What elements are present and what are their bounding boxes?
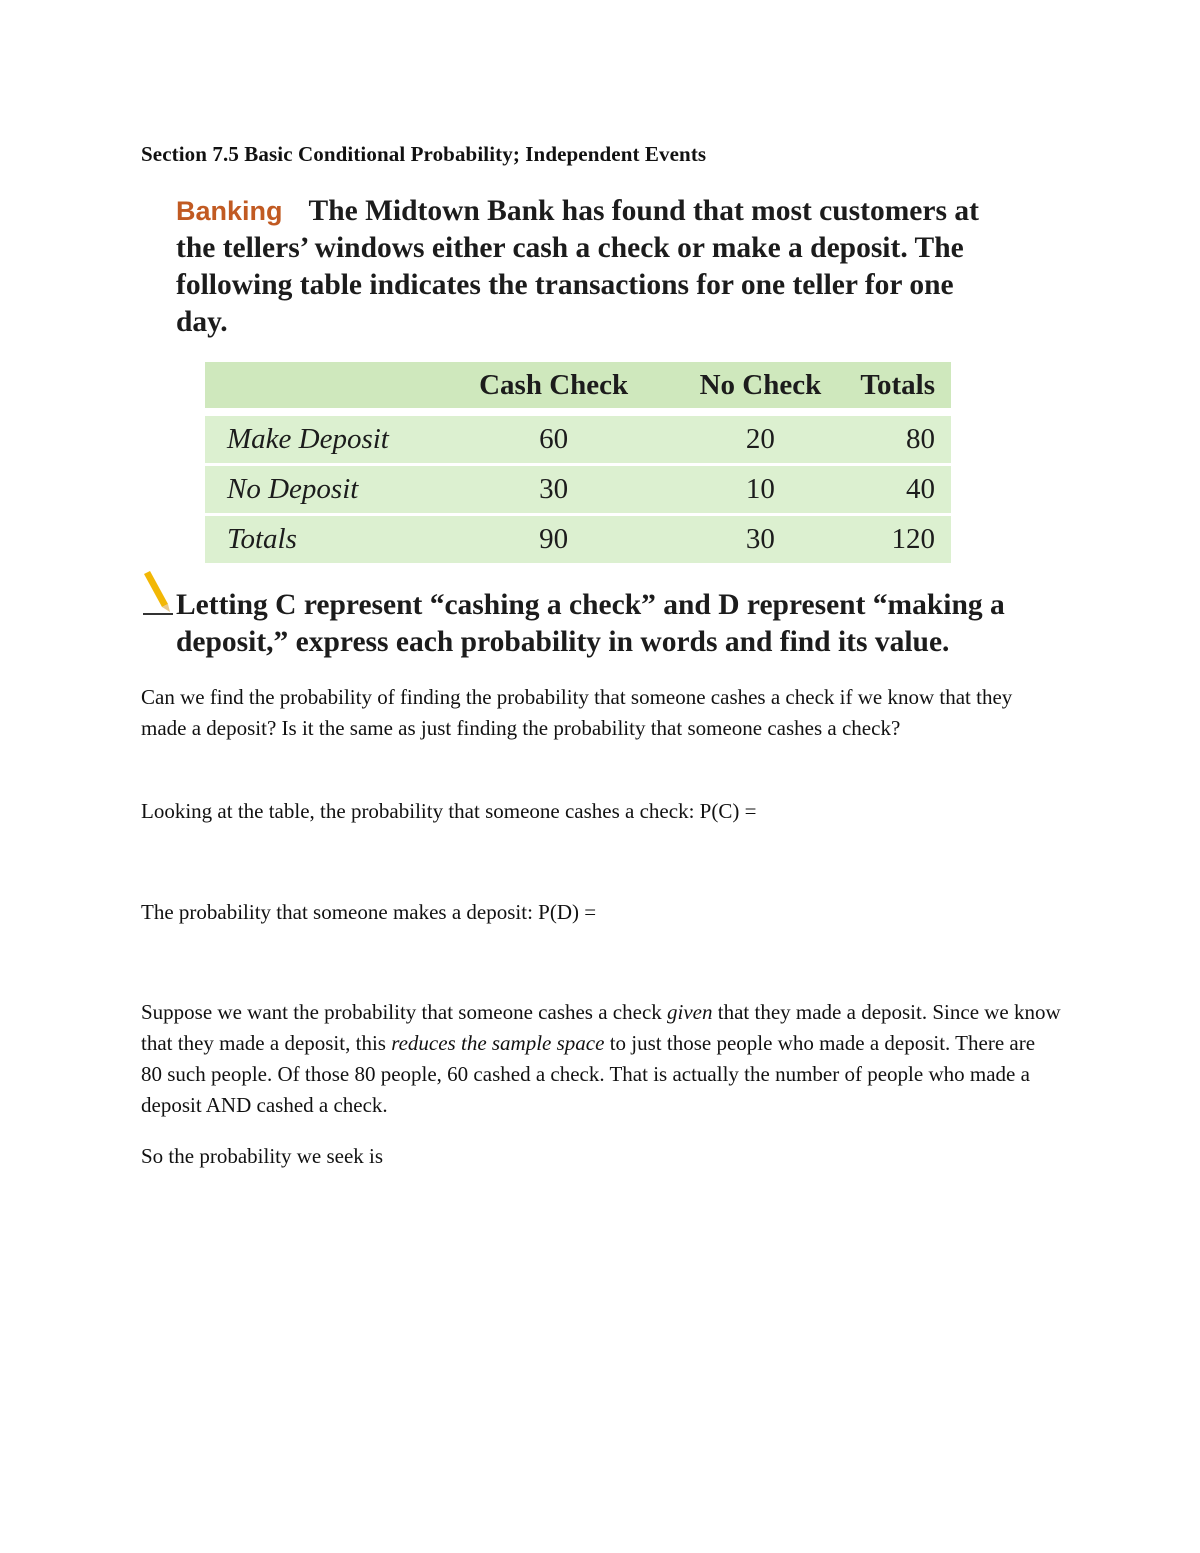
explanation-part-1: Suppose we want the probability that someone cashes a check [141,1000,668,1024]
paragraph-explanation [141,997,1061,1121]
row-label: Make Deposit [227,423,389,455]
cell-no-check: 10 [745,473,775,505]
table-row [205,412,951,465]
cell-cash-check: 60 [539,423,569,455]
problem-statement [176,193,996,341]
explanation-part-3: to just those people who made a deposit. There are 80 such people. Of those 80 people, 60 cashed a check. That is actually the number of people who made a deposit AND cashed a check. [141,1031,1036,1117]
emphasis-reduces-sample-space: reduces the sample space [391,1031,605,1055]
paragraph-pc: Looking at the table, the probability that someone cashes a check: P(C) = [141,799,757,823]
transactions-table [205,362,951,563]
table-header-row [205,362,951,412]
paragraph-pd: The probability that someone makes a deposit: P(D) = [141,900,597,924]
emphasis-given: given [667,1000,713,1024]
problem-label: Banking [176,196,283,226]
paragraph-question: Can we find the probability of finding the probability that someone cashes a check if we know that they made a deposit? Is it the same as just finding the probability that someone cashes a check? [141,685,1013,740]
row-label: No Deposit [227,473,359,505]
row-label: Totals [227,523,297,555]
cell-no-check: 20 [745,423,775,455]
cell-totals: 80 [906,423,935,455]
cell-totals: 120 [891,523,935,555]
table-header-totals: Totals [860,368,935,401]
table-row [205,515,951,564]
pencil-icon [140,570,174,616]
instruction-text: Letting C represent “cashing a check” and D represent “making a deposit,” express each probability in words and find its value. [176,589,1005,658]
table-header-cash-check: Cash Check [479,368,629,401]
table-header-blank [205,362,447,412]
paragraph-seek: So the probability we seek is [141,1144,384,1168]
table-header-no-check: No Check [699,368,822,401]
cell-cash-check: 30 [539,473,569,505]
table-row [205,465,951,515]
cell-totals: 40 [906,473,935,505]
problem-text: The Midtown Bank has found that most customers at the tellers’ windows either cash a check or make a deposit. The following table indicates the transactions for one teller for one day. [176,195,979,338]
explanation-part-2: that they made a deposit. Since we know that they made a deposit, this [141,1000,1061,1055]
cell-cash-check: 90 [539,523,569,555]
cell-no-check: 30 [745,523,775,555]
section-title: Section 7.5 Basic Conditional Probability; Independent Events [141,142,707,166]
